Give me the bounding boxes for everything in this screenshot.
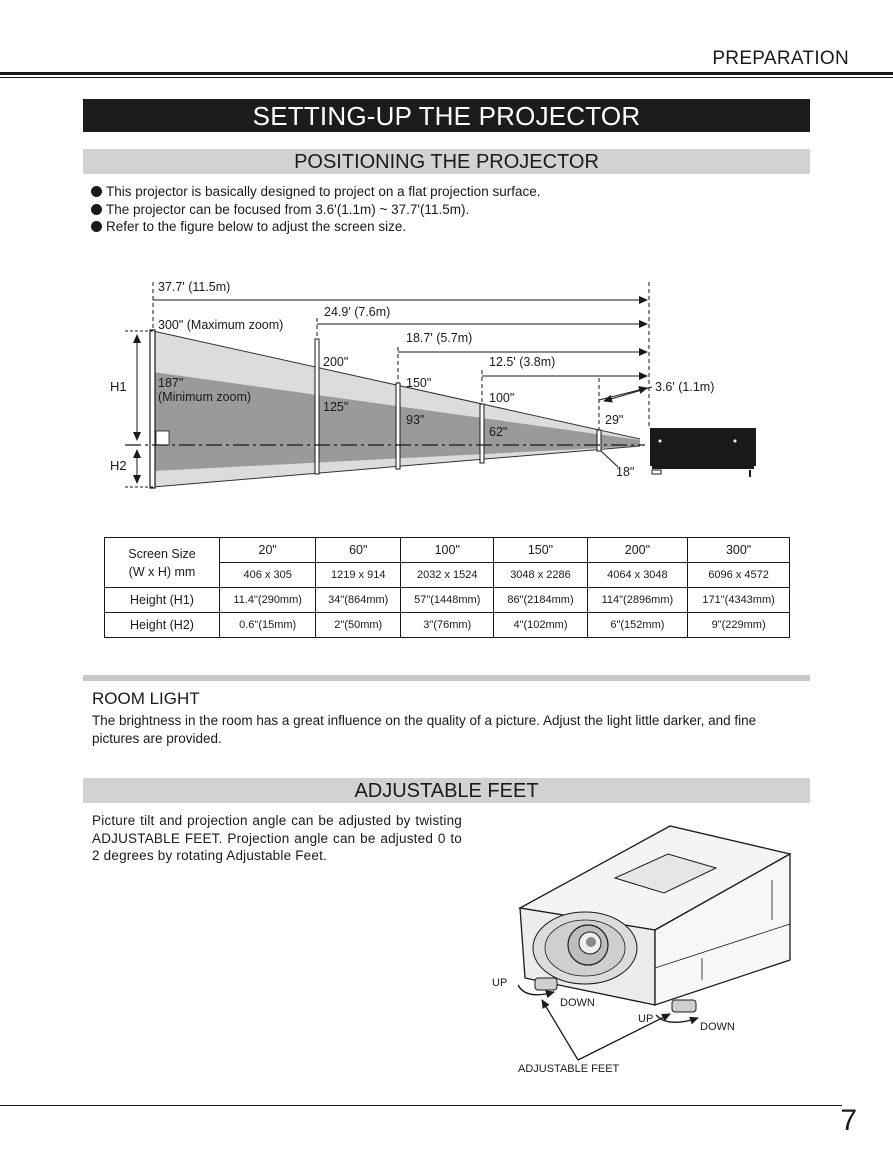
- table-cell: 3"(76mm): [401, 613, 494, 638]
- table-cell: 150": [494, 538, 587, 563]
- projection-diagram: [0, 0, 893, 520]
- table-cell: 114"(2896mm): [587, 588, 688, 613]
- size-label: 100": [489, 391, 515, 405]
- table-cell: 60": [316, 538, 401, 563]
- screen-200: [315, 339, 319, 474]
- screen-150: [396, 383, 400, 469]
- table-cell: 2032 x 1524: [401, 563, 494, 588]
- size-label: 93": [406, 413, 425, 427]
- adjustable-feet-label: ADJUSTABLE FEET: [518, 1063, 620, 1075]
- table-row-header: Height (H2): [105, 613, 220, 638]
- table-cell: 200": [587, 538, 688, 563]
- adjustable-feet-heading: ADJUSTABLE FEET: [83, 778, 810, 803]
- size-label: 125": [323, 400, 349, 414]
- table-cell: 300": [688, 538, 790, 563]
- size-label: 18": [616, 465, 635, 479]
- distance-label-200: 24.9' (7.6m): [324, 305, 391, 319]
- size-label: 62": [489, 425, 508, 439]
- page-number: 7: [840, 1104, 857, 1137]
- table-cell: 6096 x 4572: [688, 563, 790, 588]
- table-cell: 4064 x 3048: [587, 563, 688, 588]
- room-light-text: The brightness in the room has a great influence on the quality of a picture. Adjust the light little darker, and fine pictures are provided.: [92, 713, 757, 746]
- bullet-item: This projector is basically designed to project on a flat projection surface.: [91, 183, 540, 201]
- section-divider: [83, 675, 810, 681]
- up-label: UP: [638, 1013, 654, 1025]
- h1-label: H1: [110, 379, 127, 394]
- down-label: DOWN: [560, 997, 595, 1009]
- screen-size-table: [104, 537, 790, 638]
- distance-label-max: 37.7' (11.5m): [158, 280, 231, 294]
- table-cell: 100": [401, 538, 494, 563]
- min-zoom-size: 187": [158, 376, 184, 390]
- room-light-heading: ROOM LIGHT: [92, 689, 200, 708]
- distance-arrow: [599, 388, 647, 400]
- size-label: 200": [323, 355, 349, 369]
- table-cell: 6"(152mm): [587, 613, 688, 638]
- section-tag: PREPARATION: [712, 48, 849, 69]
- table-row-header: Screen Size (W x H) mm: [105, 538, 220, 588]
- distance-label-150: 18.7' (5.7m): [406, 331, 473, 345]
- table-cell: 9"(229mm): [688, 613, 790, 638]
- table-cell: 3048 x 2286: [494, 563, 587, 588]
- up-label: UP: [492, 977, 508, 989]
- max-zoom-label: 300" (Maximum zoom): [158, 318, 284, 332]
- table-cell: 11.4"(290mm): [220, 588, 316, 613]
- adjustable-feet-text: Picture tilt and projection angle can be adjusted by twisting ADJUSTABLE FEET. Projection angle can be adjusted 0 to 2 degrees by rotating Adjustable Feet.: [92, 813, 462, 863]
- footer-rule: [0, 1105, 842, 1106]
- table-cell: 86"(2184mm): [494, 588, 587, 613]
- table-cell: 20": [220, 538, 316, 563]
- down-label: DOWN: [700, 1021, 735, 1033]
- bullet-item: The projector can be focused from 3.6'(1.1m) ~ 37.7'(11.5m).: [91, 201, 540, 219]
- page-title: SETTING-UP THE PROJECTOR: [83, 99, 810, 132]
- screen-29: [597, 430, 601, 451]
- table-cell: 57"(1448mm): [401, 588, 494, 613]
- table-cell: 34"(864mm): [316, 588, 401, 613]
- foot-right: [672, 1000, 696, 1012]
- distance-label-min: 3.6' (1.1m): [655, 380, 715, 394]
- table-cell: 4"(102mm): [494, 613, 587, 638]
- projector-illustration: [480, 820, 820, 1080]
- table-row-header: Height (H1): [105, 588, 220, 613]
- min-zoom-label: (Minimum zoom): [158, 390, 252, 404]
- distance-label-100: 12.5' (3.8m): [489, 355, 556, 369]
- bullet-item: Refer to the figure below to adjust the screen size.: [91, 218, 540, 236]
- size-label: 29": [605, 413, 624, 427]
- table-cell: 406 x 305: [220, 563, 316, 588]
- foot-left: [535, 978, 557, 990]
- table-cell: 1219 x 914: [316, 563, 401, 588]
- table-cell: 171"(4343mm): [688, 588, 790, 613]
- table-cell: 2"(50mm): [316, 613, 401, 638]
- positioning-heading: POSITIONING THE PROJECTOR: [83, 149, 810, 174]
- screen-100: [480, 404, 484, 463]
- screen-300: [150, 330, 155, 488]
- table-cell: 0.6"(15mm): [220, 613, 316, 638]
- projector-icon: [650, 428, 756, 466]
- h2-label: H2: [110, 458, 127, 473]
- size-label: 150": [406, 376, 432, 390]
